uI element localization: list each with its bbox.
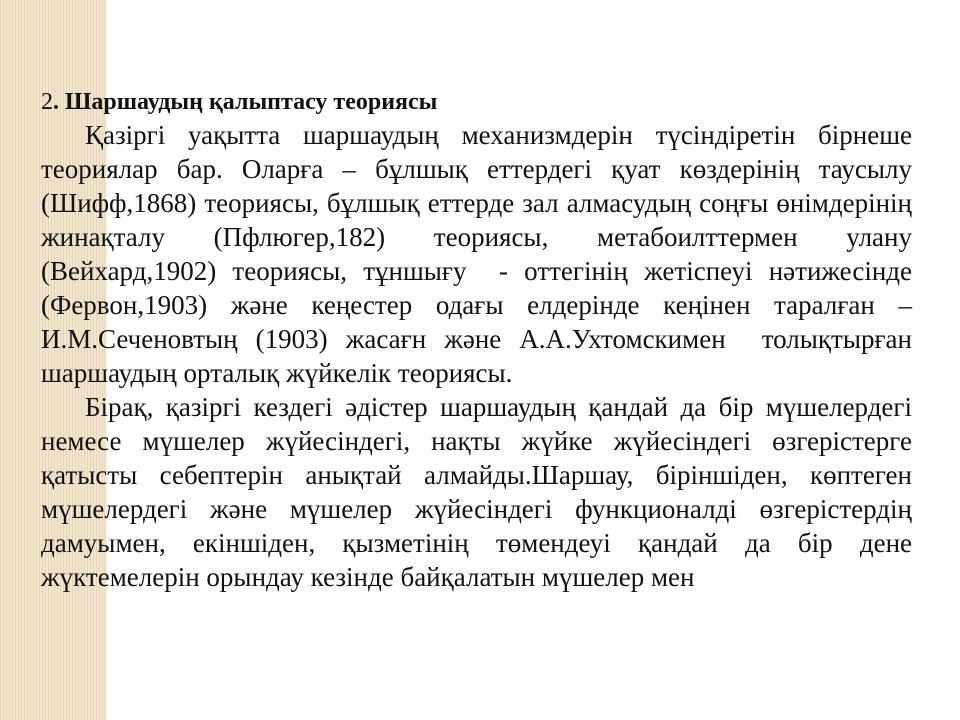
paragraph-methods: Бірақ, қазіргі кездегі әдістер шаршаудың қандай да бір мүшелердегі немесе мүшелер жүйесіндегі, нақты жүйке жүйесіндегі өзгерістерге қатысты себептерін анықтай алмайды.Шаршау, біріншіден, көптеген мүшелердегі және мүшелер жүйесіндегі функционалді өзгерістердің дамуымен, екіншіден, қызметінің төмендеуі қандай да бір дене жүктемелерін орындау кезінде байқалатын мүшелер мен [41,392,919,592]
section-heading [41,86,912,118]
paragraph-theories: Қазіргі уақытта шаршаудың механизмдерін түсіндіретін бірнеше теориялар бар. Оларға – бұлшық еттердегі қуат көздерінің таусылу (Шифф,1868) теориясы, бұлшық еттерде зал алмасудың соңғы өнімдерінің жинақталу (Пфлюгер,182) теориясы, метабоилттермен улану (Вейхард,1902) теориясы, тұншығу - оттегінің жетіспеуі нәтижесінде (Фервон,1903) және кеңестер одағы елдерінде кеңінен таралған – И.М.Сеченовтың (1903) жасағн және А.А.Ухтомскимен толықтырған шаршаудың орталық жүйкелік теориясы. [41,120,919,388]
slide-content [41,86,919,594]
section-number: 2 [41,89,53,115]
section-title: . Шаршаудың қалыптасу теориясы [53,89,438,115]
